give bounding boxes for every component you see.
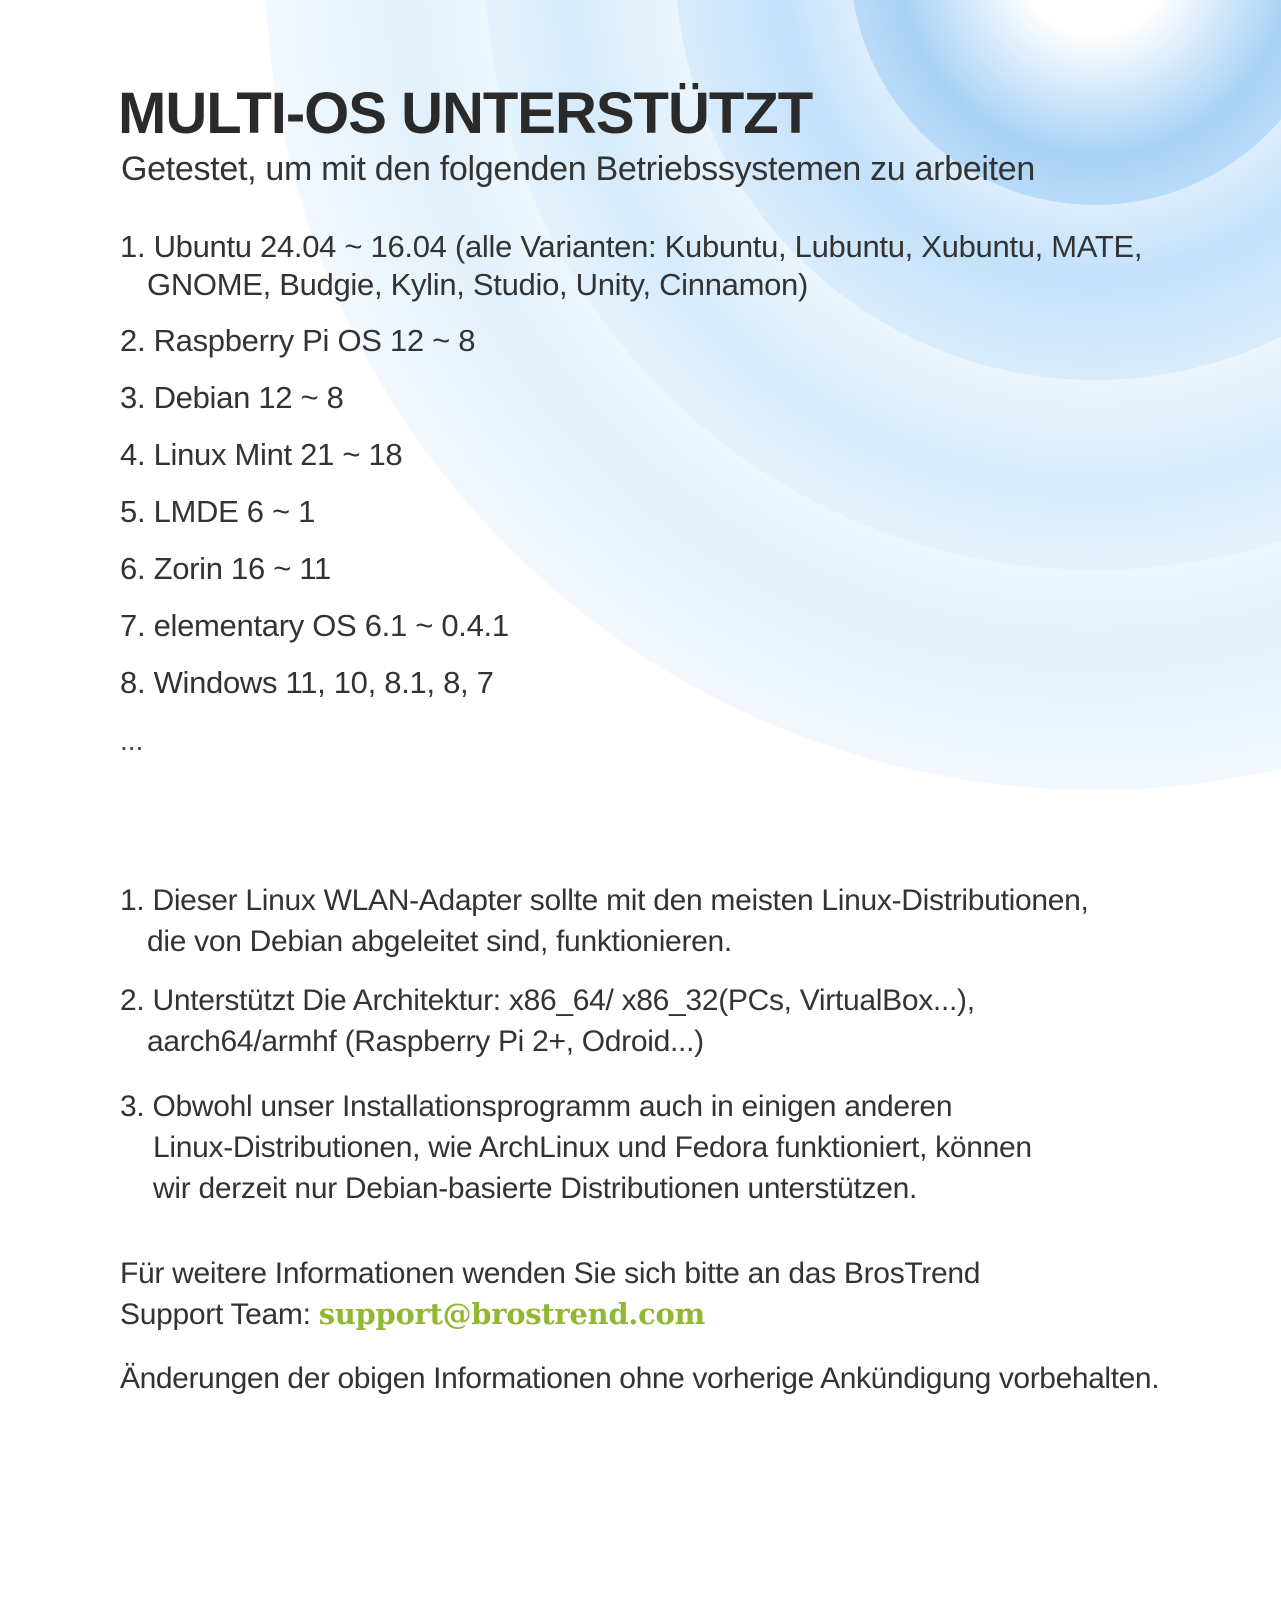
page-title: MULTI-OS UNTERSTÜTZT [118, 81, 813, 146]
contact-prefix: Support Team: [120, 1298, 319, 1331]
os-item-elementary [120, 607, 1200, 645]
note-line-continued: wir derzeit nur Debian-basierte Distributionen unterstützen. [153, 1172, 918, 1205]
page-subtitle: Getestet, um mit den folgenden Betriebssystemen zu arbeiten [121, 150, 1036, 188]
note-item-compatibility [120, 880, 1220, 962]
os-item-debian [120, 379, 1200, 417]
note-line: 2. Unterstützt Die Architektur: x86_64/ x86_32(PCs, VirtualBox...), [120, 984, 975, 1017]
note-line-continued: die von Debian abgeleitet sind, funktionieren. [147, 925, 732, 958]
contact-block [120, 1253, 1220, 1335]
os-item-line-continued: GNOME, Budgie, Kylin, Studio, Unity, Cinnamon) [147, 267, 809, 302]
disclaimer-text: Änderungen der obigen Informationen ohne vorherige Ankündigung vorbehalten. [120, 1362, 1160, 1395]
os-item-windows [120, 664, 1200, 702]
os-item-line: 7. elementary OS 6.1 ~ 0.4.1 [120, 608, 509, 643]
os-item-zorin [120, 550, 1200, 588]
os-list-ellipsis: ... [120, 725, 144, 756]
os-list [120, 228, 1200, 702]
contact-text: Für weitere Informationen wenden Sie sich bitte an das BrosTrend [120, 1257, 981, 1290]
os-item-mint [120, 436, 1200, 474]
os-item-lmde [120, 493, 1200, 531]
os-item-ubuntu [120, 228, 1200, 304]
note-line: 1. Dieser Linux WLAN-Adapter sollte mit den meisten Linux-Distributionen, [120, 884, 1089, 917]
note-line-continued: Linux-Distributionen, wie ArchLinux und Fedora funktioniert, können [153, 1131, 1032, 1164]
support-email-link[interactable]: support@brostrend.com [318, 1297, 705, 1331]
note-line: 3. Obwohl unser Installationsprogramm auch in einigen anderen [120, 1090, 953, 1123]
note-line-continued: aarch64/armhf (Raspberry Pi 2+, Odroid...) [147, 1025, 704, 1058]
os-item-line: 8. Windows 11, 10, 8.1, 8, 7 [120, 665, 494, 700]
note-item-architecture [120, 980, 1220, 1062]
os-item-line: 5. LMDE 6 ~ 1 [120, 494, 316, 529]
os-item-raspberry [120, 322, 1200, 360]
os-item-line: 1. Ubuntu 24.04 ~ 16.04 (alle Varianten: Kubuntu, Lubuntu, Xubuntu, MATE, [120, 229, 1143, 264]
os-item-line: 6. Zorin 16 ~ 11 [120, 551, 331, 586]
os-item-line: 3. Debian 12 ~ 8 [120, 380, 344, 415]
os-item-line: 4. Linux Mint 21 ~ 18 [120, 437, 403, 472]
note-item-installer [120, 1086, 1220, 1209]
notes-list [120, 880, 1220, 1209]
os-item-line: 2. Raspberry Pi OS 12 ~ 8 [120, 323, 476, 358]
